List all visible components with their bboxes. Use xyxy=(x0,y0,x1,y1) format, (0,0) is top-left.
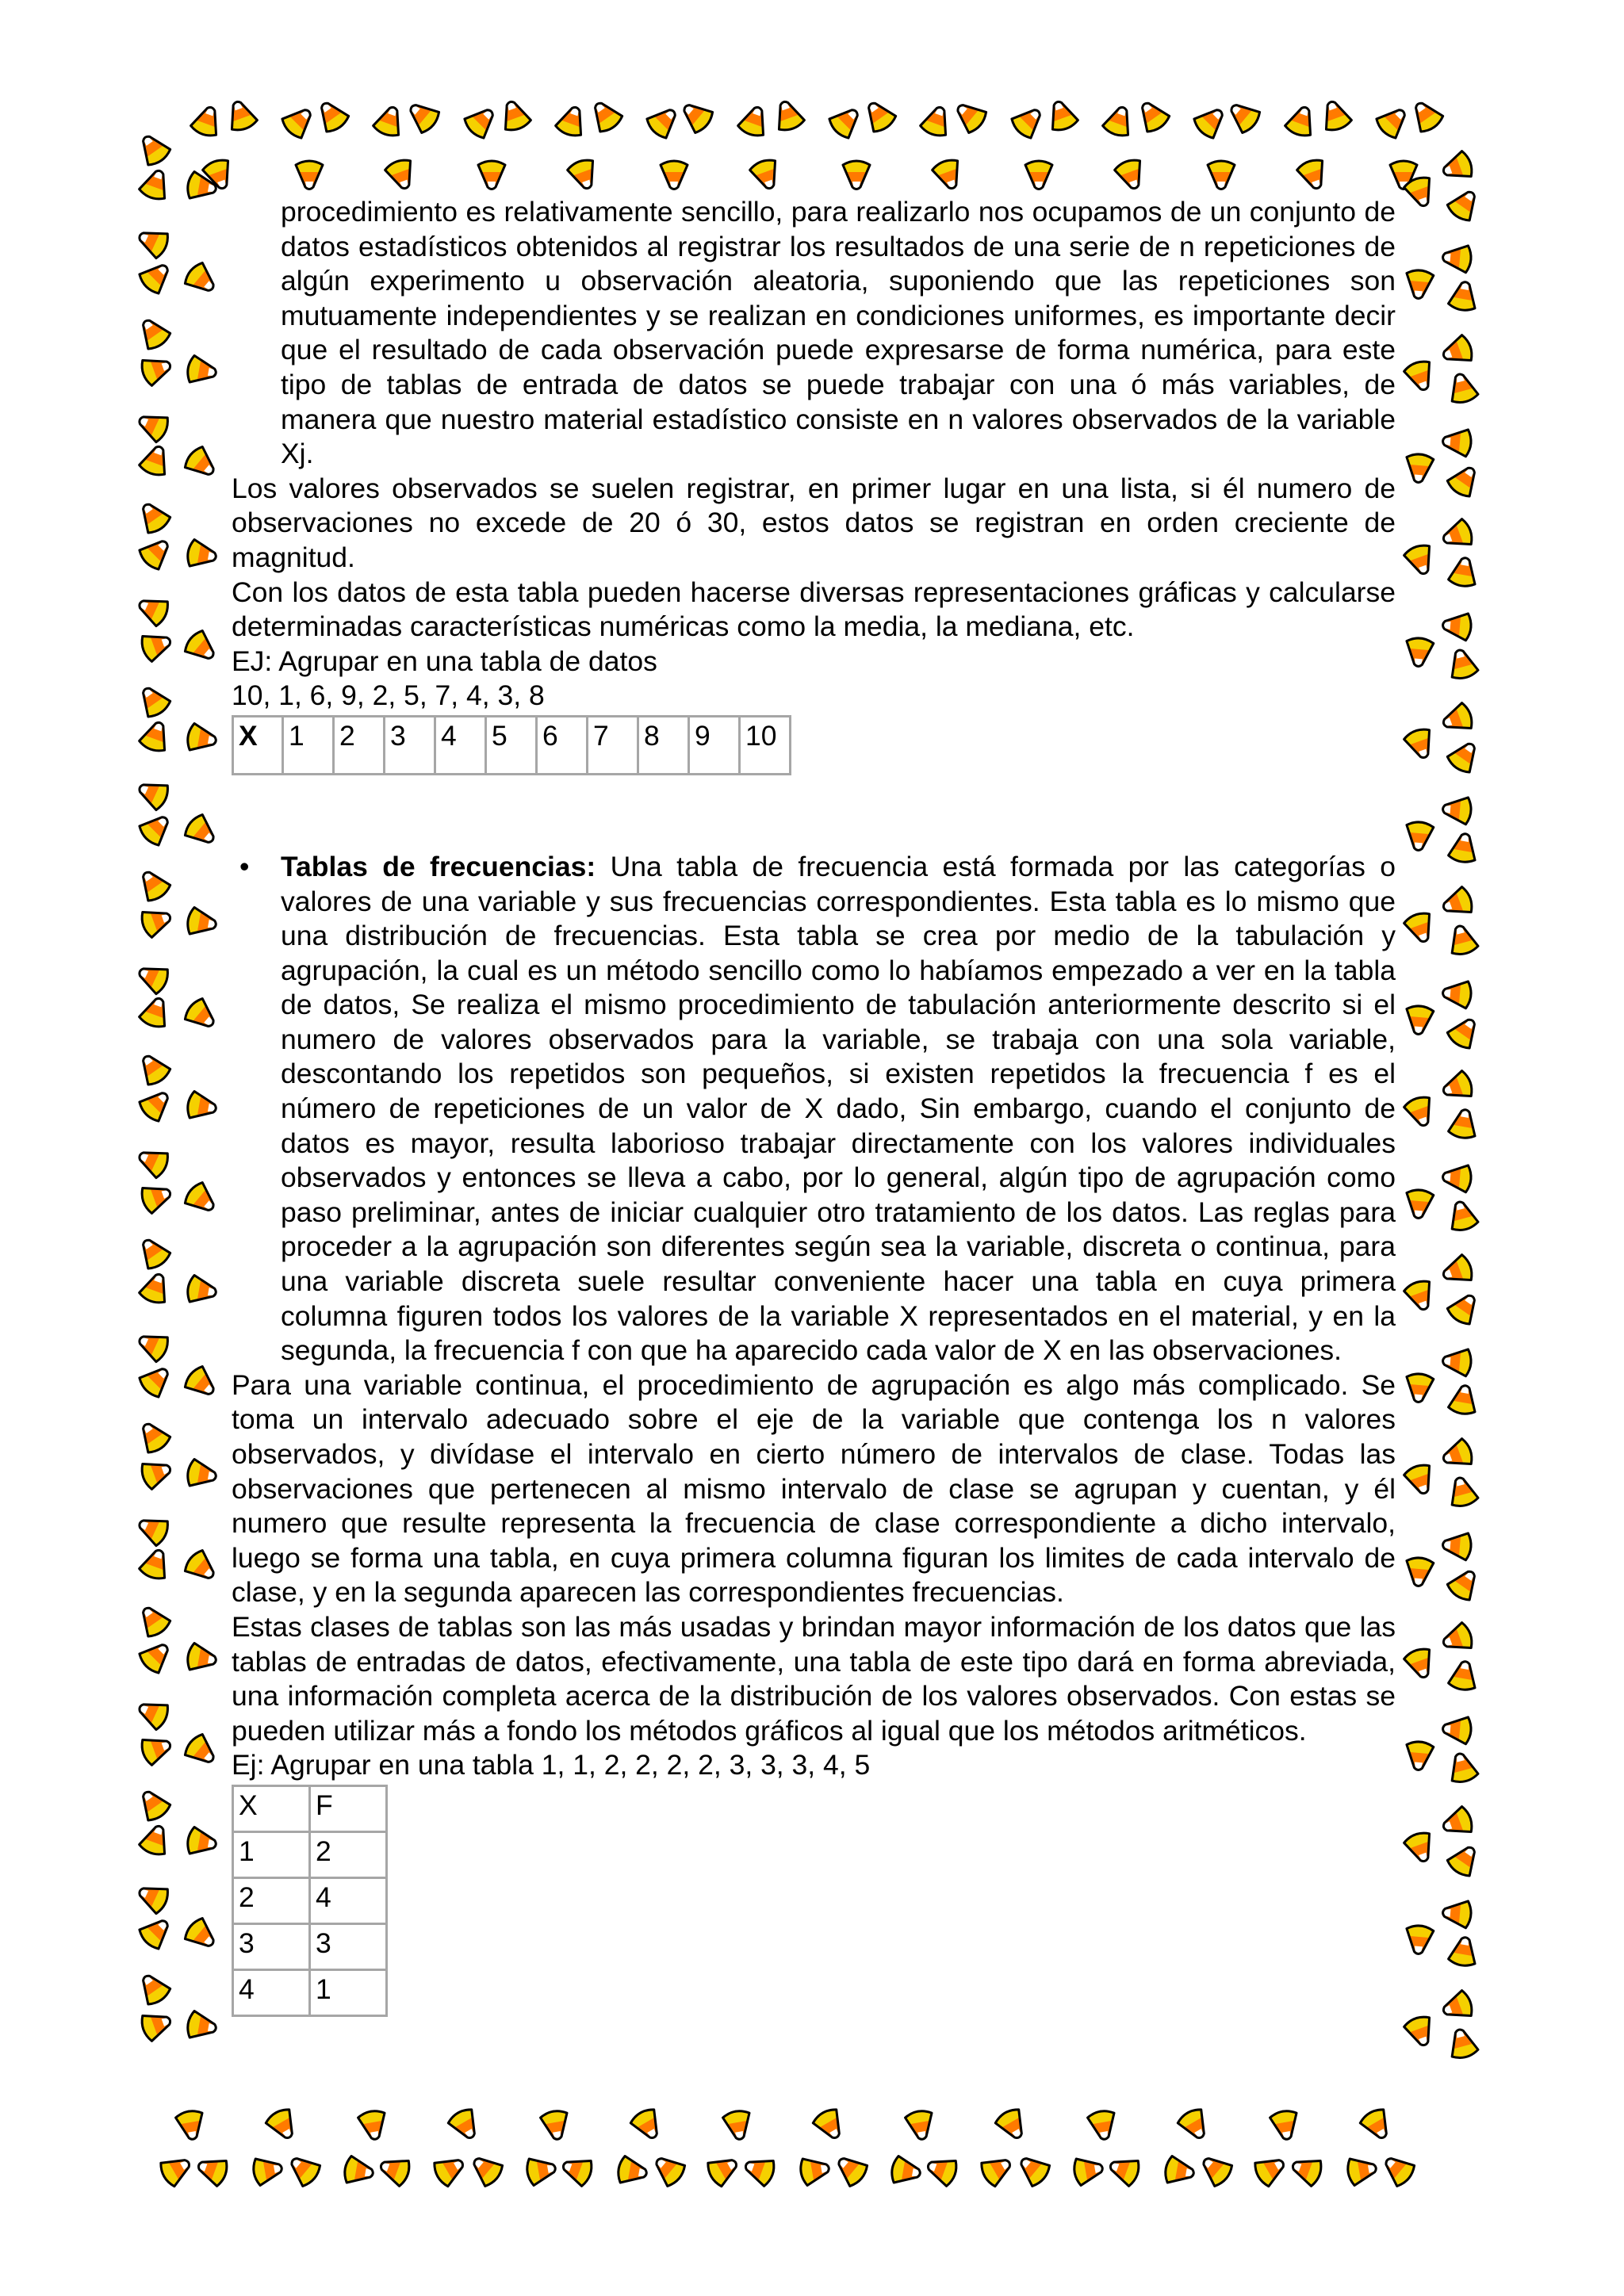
candy-corn-icon xyxy=(478,161,505,189)
candy-corn-icon xyxy=(139,352,174,387)
candy-corn-icon xyxy=(1025,161,1052,189)
candy-corn-icon xyxy=(676,97,715,136)
candy-corn-icon xyxy=(1358,2107,1396,2145)
candy-corn-icon xyxy=(343,2156,375,2187)
candy-corn-icon xyxy=(661,161,688,189)
candy-corn-icon xyxy=(134,959,171,996)
candy-corn-icon xyxy=(1442,1531,1472,1560)
candy-corn-icon xyxy=(1404,637,1434,668)
candy-corn-icon xyxy=(1439,334,1475,369)
candy-corn-icon xyxy=(186,1091,218,1123)
candy-corn-icon xyxy=(186,2011,218,2042)
frequency-table-cell: F xyxy=(310,1785,387,1831)
candy-corn-icon xyxy=(134,497,172,536)
candy-corn-icon xyxy=(741,2152,777,2187)
candy-corn-icon xyxy=(905,2109,936,2141)
candy-corn-icon xyxy=(1404,821,1434,851)
candy-corn-icon xyxy=(182,444,221,483)
candy-corn-icon xyxy=(134,1327,171,1364)
frequency-table xyxy=(232,1785,388,2017)
candy-corn-icon xyxy=(1013,2150,1052,2189)
candy-corn-icon xyxy=(1446,1475,1479,1509)
candy-corn-icon xyxy=(811,2107,848,2145)
candy-corn-icon xyxy=(175,2109,207,2141)
candy-corn-icon xyxy=(139,628,174,663)
candy-corn-icon xyxy=(182,1364,221,1402)
candy-corn-icon xyxy=(134,1233,172,1272)
candy-corn-icon xyxy=(1445,1012,1483,1051)
candy-corn-icon xyxy=(1445,737,1483,775)
candy-corn-icon xyxy=(586,96,624,135)
data-table-cell: 8 xyxy=(638,716,689,774)
frequency-table-row xyxy=(233,1831,387,1877)
candy-corn-icon xyxy=(462,101,500,140)
candy-corn-icon xyxy=(1403,542,1438,578)
frequency-table-cell: 4 xyxy=(310,1877,387,1923)
candy-corn-icon xyxy=(1113,157,1148,193)
candy-corn-icon xyxy=(931,157,966,193)
candy-corn-icon xyxy=(182,1180,221,1219)
candy-corn-icon xyxy=(559,2152,595,2187)
candy-corn-icon xyxy=(134,865,172,904)
candy-corn-icon xyxy=(1403,1278,1438,1314)
candy-corn-icon xyxy=(1403,1830,1438,1866)
candy-corn-icon xyxy=(1404,1373,1434,1403)
candy-corn-icon xyxy=(134,591,171,628)
candy-corn-icon xyxy=(1346,2155,1378,2187)
candy-corn-icon xyxy=(186,1643,218,1674)
candy-corn-icon xyxy=(749,157,783,193)
candy-corn-icon xyxy=(182,1915,221,1954)
candy-corn-icon xyxy=(446,2107,484,2145)
candy-corn-icon xyxy=(1448,556,1480,588)
candy-corn-icon xyxy=(1044,98,1079,133)
candy-corn-icon xyxy=(138,1270,173,1306)
data-table-cell: 9 xyxy=(689,716,740,774)
candy-corn-icon xyxy=(186,539,218,571)
candy-corn-icon xyxy=(919,103,954,139)
candy-corn-icon xyxy=(182,628,221,667)
candy-corn-icon xyxy=(1252,2151,1290,2188)
candy-corn-icon xyxy=(1439,1253,1475,1288)
candy-corn-icon xyxy=(1403,1094,1438,1130)
candy-corn-icon xyxy=(1445,1840,1483,1879)
candy-corn-icon xyxy=(1448,280,1480,312)
candy-corn-icon xyxy=(136,257,175,296)
candy-corn-icon xyxy=(186,1827,218,1858)
candy-corn-icon xyxy=(1087,2109,1119,2141)
candy-corn-icon xyxy=(525,2155,557,2187)
candy-corn-icon xyxy=(182,260,221,299)
candy-corn-icon xyxy=(1439,1437,1475,1472)
frequency-tables-heading: Tablas de frecuencias: xyxy=(281,850,596,882)
candy-corn-icon xyxy=(1289,2152,1324,2187)
candy-corn-icon xyxy=(1296,157,1331,193)
candy-corn-icon xyxy=(134,1417,172,1456)
example-2-title: Ej: Agrupar en una tabla 1, 1, 2, 2, 2, 2, 3, 3, 3, 4, 5 xyxy=(232,1749,871,1781)
candy-corn-icon xyxy=(134,1695,171,1732)
candy-corn-icon xyxy=(138,994,173,1030)
candy-corn-icon xyxy=(1403,1646,1438,1682)
candy-corn-icon xyxy=(1446,371,1479,405)
data-table-row xyxy=(233,716,791,774)
candy-corn-icon xyxy=(1442,979,1472,1008)
candy-corn-icon xyxy=(1442,1899,1472,1928)
candy-corn-icon xyxy=(566,157,601,193)
candy-corn-icon xyxy=(994,2107,1031,2145)
candy-corn-icon xyxy=(138,718,173,754)
frequency-tables-item xyxy=(239,850,1396,1368)
candy-corn-icon xyxy=(134,1785,172,1823)
candy-corn-icon xyxy=(1009,101,1048,140)
data-table xyxy=(232,715,791,775)
candy-corn-icon xyxy=(134,1143,171,1180)
candy-corn-icon xyxy=(1446,647,1479,681)
candy-corn-icon xyxy=(771,98,806,133)
candy-corn-icon xyxy=(1439,1989,1475,2024)
candy-corn-icon xyxy=(705,2151,743,2188)
candy-corn-icon xyxy=(1403,910,1438,946)
candy-corn-icon xyxy=(158,2151,196,2188)
candy-corn-icon xyxy=(1404,1741,1434,1771)
candy-corn-icon xyxy=(194,2152,230,2187)
candy-corn-icon xyxy=(1448,1935,1480,1968)
frequency-table-cell: 4 xyxy=(233,1969,310,2015)
candy-corn-icon xyxy=(1163,2156,1196,2187)
candy-corn-icon xyxy=(924,2152,959,2187)
candy-corn-icon xyxy=(1442,795,1472,825)
candy-corn-icon xyxy=(1442,1347,1472,1376)
candy-corn-icon xyxy=(1404,1189,1434,1219)
candy-corn-icon xyxy=(403,97,442,136)
candy-corn-icon xyxy=(1442,427,1472,457)
candy-corn-icon xyxy=(1106,2152,1142,2187)
candy-corn-icon xyxy=(831,2150,870,2189)
candy-corn-icon xyxy=(1403,2014,1438,2049)
frequency-table-row xyxy=(233,1923,387,1969)
candy-corn-icon xyxy=(1404,1557,1434,1587)
candy-corn-icon xyxy=(134,1511,171,1548)
candy-corn-icon xyxy=(1448,1108,1480,1140)
data-table-cell: 10 xyxy=(740,716,791,774)
data-table-header-cell: X xyxy=(233,716,283,774)
frequency-table-row xyxy=(233,1969,387,2015)
candy-corn-icon xyxy=(1373,101,1412,140)
candy-corn-icon xyxy=(540,2109,572,2141)
candy-corn-icon xyxy=(1442,1163,1472,1192)
candy-corn-icon xyxy=(190,103,224,139)
candy-corn-icon xyxy=(843,161,870,189)
frequency-table-cell: 2 xyxy=(310,1831,387,1877)
candy-corn-icon xyxy=(1442,243,1472,273)
candy-corn-icon xyxy=(136,1360,175,1399)
candy-corn-icon xyxy=(186,1275,218,1307)
data-table-cell: 5 xyxy=(486,716,537,774)
candy-corn-icon xyxy=(134,775,171,812)
frequency-table-cell: 1 xyxy=(233,1831,310,1877)
candy-corn-icon xyxy=(1439,518,1475,553)
candy-corn-icon xyxy=(134,1879,171,1915)
candy-corn-icon xyxy=(1403,358,1438,394)
candy-corn-icon xyxy=(950,97,989,136)
candy-corn-icon xyxy=(629,2107,666,2145)
candy-corn-icon xyxy=(1284,103,1319,139)
candy-corn-icon xyxy=(138,166,173,202)
candy-corn-icon xyxy=(136,1912,175,1951)
candy-corn-icon xyxy=(182,996,221,1035)
candy-corn-icon xyxy=(1445,461,1483,499)
candy-corn-icon xyxy=(1101,103,1136,139)
candy-corn-icon xyxy=(1442,1715,1472,1744)
candy-corn-icon xyxy=(1439,1805,1475,1840)
candy-corn-icon xyxy=(860,96,898,135)
candy-corn-icon xyxy=(1404,1005,1434,1035)
candy-corn-icon xyxy=(1446,1751,1479,1785)
candy-corn-icon xyxy=(1318,98,1353,133)
candy-corn-icon xyxy=(139,1456,174,1490)
candy-corn-icon xyxy=(1378,2150,1417,2189)
candy-corn-icon xyxy=(251,2155,284,2187)
candy-corn-icon xyxy=(1439,1070,1475,1104)
candy-corn-icon xyxy=(138,1546,173,1582)
candy-corn-icon xyxy=(1446,1199,1479,1233)
candy-corn-icon xyxy=(186,355,218,387)
frequency-table-cell: X xyxy=(233,1785,310,1831)
candy-corn-icon xyxy=(134,681,172,720)
candy-corn-icon xyxy=(649,2150,688,2189)
candy-corn-icon xyxy=(431,2151,469,2188)
frequency-table-cell: 2 xyxy=(233,1877,310,1923)
paragraph-variable-continua: Para una variable continua, el procedimiento de agrupación es algo más complicado. Se toma un intervalo adecuado sobre el eje de la variable que contenga los n valores observados, y divídase el intervalo en cierto número de intervalos de clase. Todas las observaciones que pertenecen al mismo intervalo de clase se agrupan y cuentan, y él numero que resulte representa la frecuencia de clase correspondiente a dicho intervalo, luego se forma una tabla, en cuya primera columna figuran los limites de cada intervalo de clase, y en la segunda aparecen las correspondientes frecuencias. xyxy=(232,1368,1396,1609)
candy-corn-icon xyxy=(1133,96,1171,135)
paragraph-representaciones: Con los datos de esta tabla pueden hacerse diversas representaciones gráficas y calcularse determinadas características numéricas como la media, la mediana, etc. xyxy=(232,576,1396,643)
candy-corn-icon xyxy=(1403,726,1438,762)
candy-corn-icon xyxy=(182,812,221,851)
candy-corn-icon xyxy=(1448,1383,1480,1416)
paragraph-procedimiento: procedimiento es relativamente sencillo, para realizarlo nos ocupamos de un conjunto de datos estadísticos obtenidos al registrar los resultados de una serie de n repeticiones de algún experimento u observación aleatoria, suponiendo que las repeticiones son mutuamente independientes y se realizan en condiciones uniformes, es importante decir que el resultado de cada observación puede expresarse de forma numérica, para este tipo de tablas de entrada de datos se puede trabajar con una ó más variables, de manera que nuestro material estadístico consiste en n valores observados de la variable Xj. xyxy=(281,196,1396,470)
candy-corn-icon xyxy=(1270,2109,1301,2141)
candy-corn-icon xyxy=(1445,1564,1483,1603)
candy-corn-icon xyxy=(134,408,171,444)
candy-corn-icon xyxy=(138,1822,173,1858)
candy-corn-icon xyxy=(139,1180,174,1215)
candy-corn-icon xyxy=(737,103,772,139)
candy-corn-icon xyxy=(186,907,218,939)
candy-corn-icon xyxy=(134,1049,172,1088)
candy-corn-icon xyxy=(138,442,173,478)
candy-corn-icon xyxy=(1404,270,1434,300)
frequency-table-row xyxy=(233,1877,387,1923)
candy-corn-icon xyxy=(264,2107,301,2145)
candy-corn-icon xyxy=(1208,161,1235,189)
frequency-table-cell: 3 xyxy=(233,1923,310,1969)
candy-corn-icon xyxy=(224,98,259,133)
candy-corn-icon xyxy=(1404,453,1434,484)
candy-corn-icon xyxy=(466,2150,505,2189)
candy-corn-icon xyxy=(1072,2155,1105,2187)
candy-corn-icon xyxy=(377,2152,412,2187)
candy-corn-icon xyxy=(384,157,419,193)
candy-corn-icon xyxy=(1442,611,1472,641)
candy-corn-icon xyxy=(1446,2026,1479,2061)
candy-corn-icon xyxy=(1446,923,1479,957)
candy-corn-icon xyxy=(1448,1659,1480,1692)
data-table-cell: 2 xyxy=(334,716,385,774)
candy-corn-icon xyxy=(186,723,218,755)
candy-corn-icon xyxy=(139,2007,174,2042)
candy-corn-icon xyxy=(358,2109,389,2141)
data-table-cell: 4 xyxy=(435,716,486,774)
candy-corn-icon xyxy=(1445,185,1483,224)
candy-corn-icon xyxy=(296,161,323,189)
candy-corn-icon xyxy=(890,2156,922,2187)
candy-corn-icon xyxy=(1224,97,1262,136)
candy-corn-icon xyxy=(497,98,532,133)
candy-corn-icon xyxy=(284,2150,323,2189)
candy-corn-icon xyxy=(372,103,407,139)
candy-corn-icon xyxy=(136,809,175,848)
candy-corn-icon xyxy=(139,904,174,939)
frequency-table-header-row xyxy=(233,1785,387,1831)
candy-corn-icon xyxy=(139,1732,174,1766)
candy-corn-icon xyxy=(279,101,318,140)
candy-corn-icon xyxy=(979,2151,1017,2188)
candy-corn-icon xyxy=(1404,1925,1434,1955)
candy-corn-icon xyxy=(134,313,172,352)
candy-corn-icon xyxy=(182,1732,221,1770)
data-table-cell: 6 xyxy=(537,716,588,774)
data-table-cell: 1 xyxy=(283,716,334,774)
candy-corn-icon xyxy=(134,1969,172,2007)
frequency-table-cell: 1 xyxy=(310,1969,387,2015)
example-1-title: EJ: Agrupar en una tabla de datos xyxy=(232,645,657,677)
bullet-icon: • xyxy=(239,850,250,882)
frequency-table-cell: 3 xyxy=(310,1923,387,1969)
example-1-data: 10, 1, 6, 9, 2, 5, 7, 4, 3, 8 xyxy=(232,679,545,712)
paragraph-clases-de-tablas: Estas clases de tablas son las más usadas y brindan mayor información de los datos que las tablas de entradas de datos, efectivamente, una tabla de este tipo dará en forma abreviada, una información completa acerca de la distribución de los valores observados. Con estas se pueden utilizar más a fondo los métodos gráficos al igual que los métodos aritméticos. xyxy=(232,1610,1396,1747)
candy-corn-icon xyxy=(1448,832,1480,864)
candy-corn-icon xyxy=(799,2155,831,2187)
data-table-cell: 7 xyxy=(588,716,638,774)
candy-corn-icon xyxy=(1403,1462,1438,1498)
candy-corn-icon xyxy=(182,1548,221,1586)
candy-corn-icon xyxy=(186,1459,218,1490)
candy-corn-icon xyxy=(134,1601,172,1640)
candy-corn-icon xyxy=(136,1085,175,1123)
candy-corn-icon xyxy=(722,2109,754,2141)
candy-corn-icon xyxy=(136,533,175,572)
candy-corn-icon xyxy=(134,224,171,260)
candy-corn-icon xyxy=(1439,886,1475,920)
candy-corn-icon xyxy=(1445,1288,1483,1327)
candy-corn-icon xyxy=(554,103,589,139)
candy-corn-icon xyxy=(826,101,865,140)
candy-corn-icon xyxy=(1407,96,1445,135)
candy-corn-icon xyxy=(616,2156,649,2187)
candy-corn-icon xyxy=(136,1636,175,1675)
candy-corn-icon xyxy=(134,129,172,168)
document-body xyxy=(232,195,1396,2017)
candy-corn-icon xyxy=(1439,702,1475,737)
candy-corn-icon xyxy=(1439,1621,1475,1656)
candy-corn-icon xyxy=(1439,150,1475,185)
candy-corn-icon xyxy=(1196,2150,1235,2189)
candy-corn-icon xyxy=(644,101,683,140)
paragraph-valores-observados: Los valores observados se suelen registrar, en primer lugar en una lista, si él numero de observaciones no excede de 20 ó 30, estos datos se registran en orden creciente de magnitud. xyxy=(232,472,1396,573)
candy-corn-icon xyxy=(1191,101,1230,140)
candy-corn-icon xyxy=(1176,2107,1213,2145)
candy-corn-icon xyxy=(312,96,350,135)
frequency-tables-text: Una tabla de frecuencia está formada por las categorías o valores de una variable y sus frecuencias correspondientes. Esta tabla es lo mismo que una distribución de frecuencias. Esta tabla se crea por medio de la tabulación y agrupación, la cual es un método sencillo como lo habíamos empezado a ver en la tabla de datos, Se realiza el mismo procedimiento de tabulación anteriormente descrito si el numero de valores observados para la variable, se trabaja con una sola variable, descontando los repetidos son pequeños, si existen repetidos la frecuencia f es el número de repeticiones de un valor de X dado, Sin embargo, cuando el conjunto de datos es mayor, resulta laborioso trabajar directamente con los valores individuales observados y entonces se lleva a cabo, por lo general, algún tipo de agrupación como paso preliminar, antes de iniciar cualquier otro tratamiento de los datos. Las reglas para proceder a la agrupación son diferentes según sea la variable, discreta o continua, para una variable discreta suele resultar conveniente hacer una tabla en cuya primera columna figuren todos los valores de la variable X representados en el material, y en la segunda, la frecuencia f con que ha aparecido cada valor de X en las observaciones. xyxy=(281,850,1396,1367)
data-table-cell: 3 xyxy=(385,716,435,774)
